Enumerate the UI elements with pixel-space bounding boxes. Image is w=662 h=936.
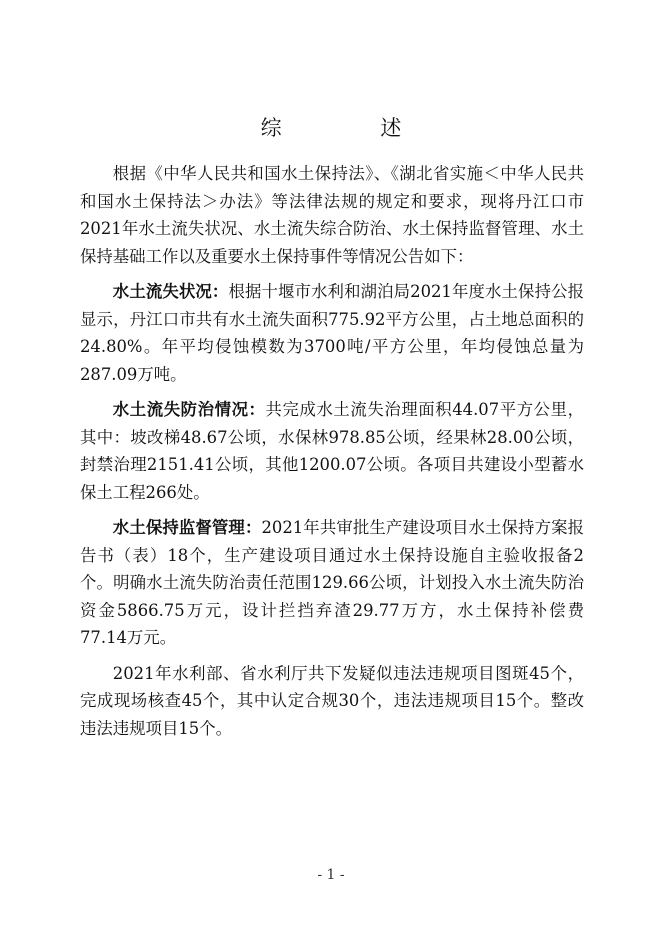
paragraph-heading: 水土流失状况： [112, 282, 229, 301]
paragraph-text: 根据《中华人民共和国水土保持法》、《湖北省实施＜中华人民共和国水土保持法＞办法》等法律法规的规定和要求，现将丹江口市2021年水土流失状况、水土流失综合防治、水土保持监督管理、水土保持基础工作以及重要水土保持事件等情况公告如下： [80, 164, 584, 266]
paragraph-heading: 水土流失防治情况： [112, 400, 266, 419]
paragraph-soil-erosion-status [80, 278, 584, 388]
paragraph-prevention-status [80, 396, 584, 506]
paragraph-text: 根据十堰市水利和湖泊局2021年度水土保持公报显示，丹江口市共有水土流失面积775.92平方公里，占土地总面积的24.80%。年平均侵蚀模数为3700吨/平方公里，年均侵蚀总量为287.09万吨。 [80, 282, 585, 384]
paragraph-heading: 水土保持监督管理： [112, 518, 262, 537]
page-title: 综 述 [260, 116, 448, 140]
paragraph-supervision [80, 514, 584, 652]
paragraph-text: 2021年水利部、省水利厅共下发疑似违法违规项目图斑45个，完成现场核查45个，其中认定合规30个，违法违规项目15个。整改违法违规项目15个。 [80, 663, 584, 738]
paragraph-text: 2021年共审批生产建设项目水土保持方案报告书（表）18个，生产建设项目通过水土保持设施自主验收报备2个。明确水土流失防治责任范围129.66公顷，计划投入水土流失防治资金5866.75万元，设计拦挡弃渣29.77万方，水土保持补偿费77.14万元。 [80, 518, 584, 647]
paragraph-text: 共完成水土流失治理面积44.07平方公里，其中：坡改梯48.67公顷，水保林978.85公顷，经果林28.00公顷，封禁治理2151.41公顷，其他1200.07公顷。各项目共建设小型蓄水保土工程266处。 [80, 400, 584, 502]
page-number: - 1 - [317, 867, 345, 883]
paragraph-intro [80, 160, 584, 270]
document-body [80, 160, 584, 750]
paragraph-violations [80, 660, 584, 743]
